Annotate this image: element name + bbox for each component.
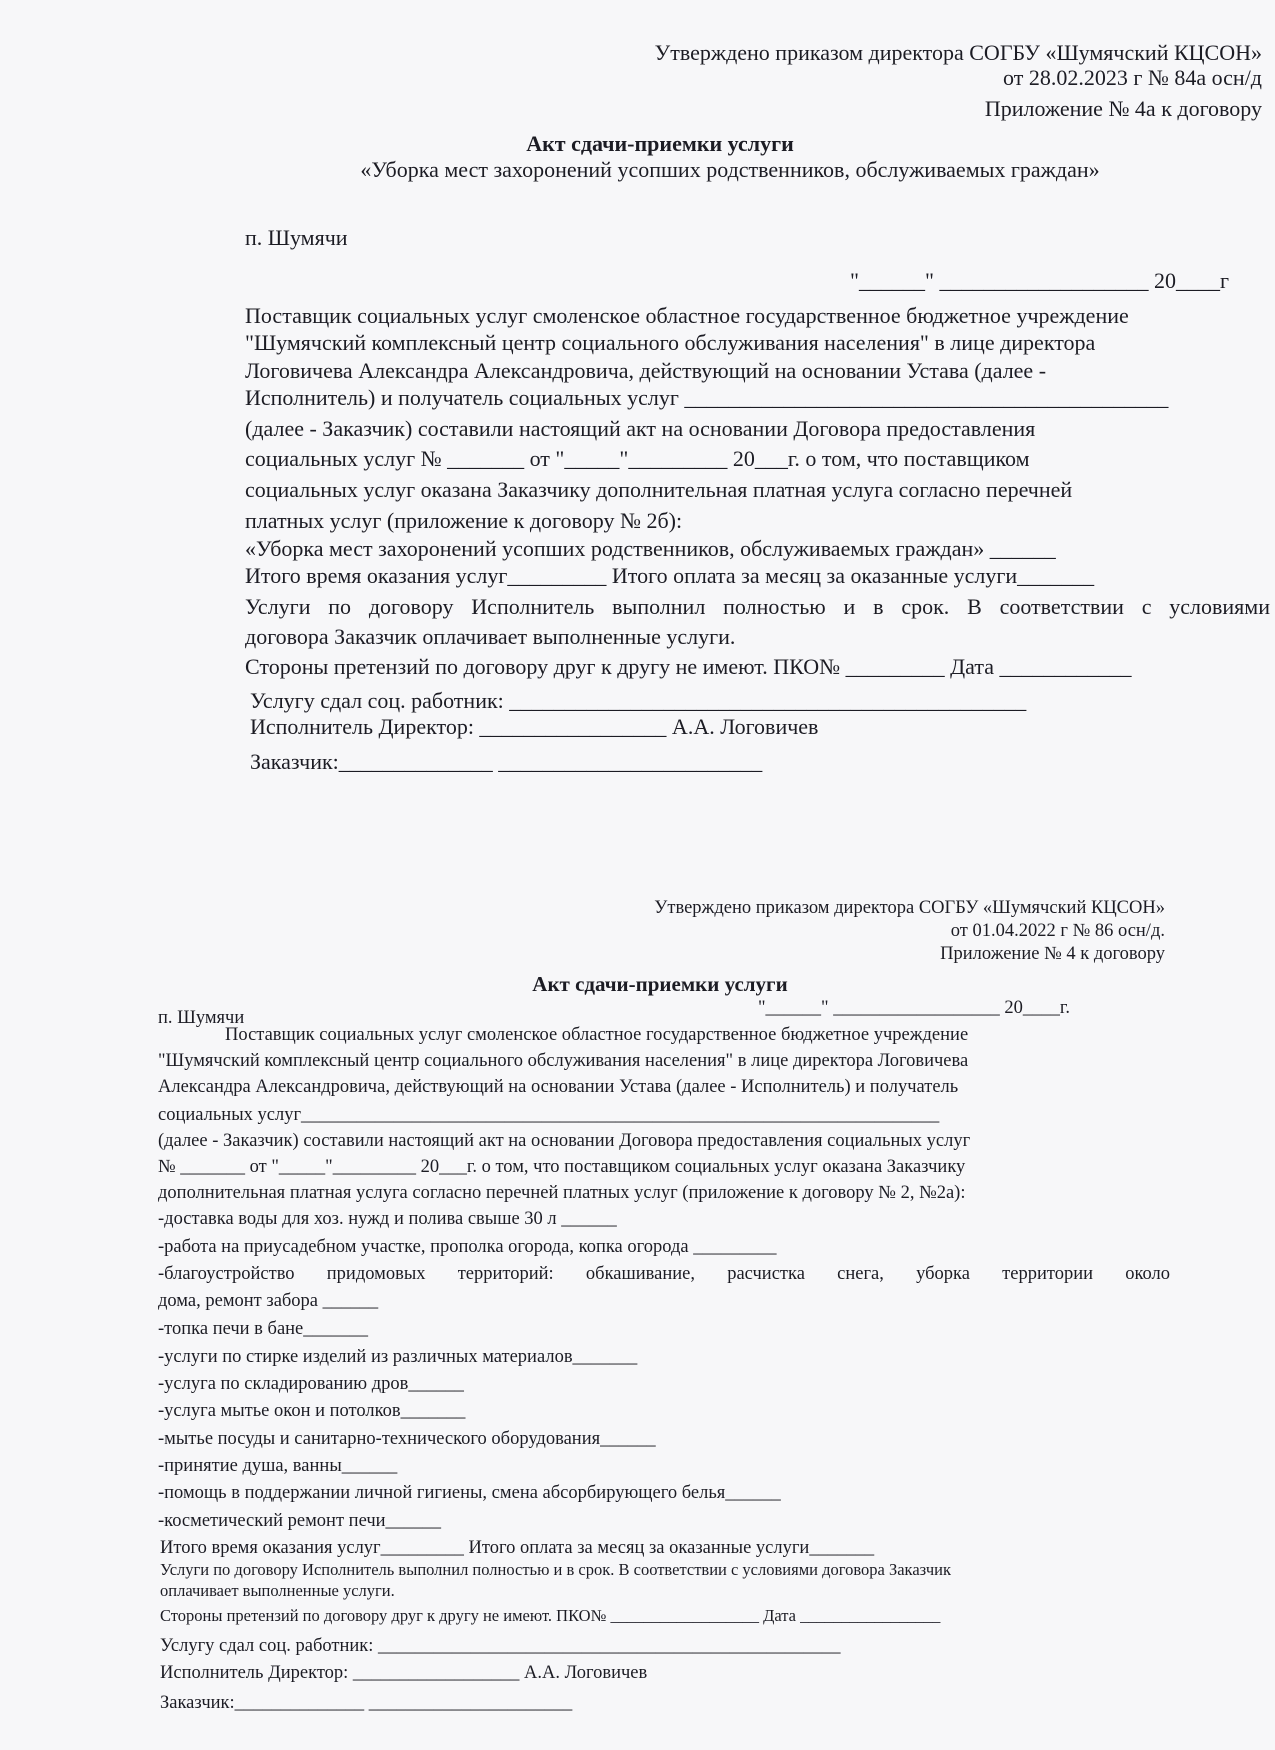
act1-claims-line: Стороны претензий по договору друг к другу не имеют. ПКО№ _________ Дата ____________ <box>245 654 1132 679</box>
approval-line-1: Утверждено приказом директора СОГБУ «Шумячский КЦСОН» <box>654 40 1262 65</box>
act2-body-line: Александра Александровича, действующий на основании Устава (далее - Исполнитель) и получатель <box>158 1077 959 1097</box>
act2-service-item: -косметический ремонт печи______ <box>158 1511 442 1531</box>
approval-line-3: Приложение № 4а к договору <box>984 96 1262 121</box>
act2-service-item: -благоустройство придомовых территорий: обкашивание, расчистка снега, уборка территории около <box>158 1264 1170 1284</box>
act1-body-line: платных услуг (приложение к договору № 2б): <box>245 508 683 533</box>
act2-service-item: -топка печи в бане_______ <box>158 1319 369 1339</box>
act2-service-item: -мытье посуды и санитарно-технического оборудования______ <box>158 1429 656 1449</box>
act2-place: п. Шумячи <box>158 1008 245 1028</box>
act1-service-line: «Уборка мест захоронений усопших родственников, обслуживаемых граждан» ______ <box>245 536 1056 561</box>
act2-handover-line: Услугу сдал соц. работник: __________________________________________________ <box>160 1636 841 1656</box>
act2-service-item: -помощь в поддержании личной гигиены, смена абсорбирующего белья______ <box>158 1483 781 1503</box>
act1-subtitle: «Уборка мест захоронений усопших родственников, обслуживаемых граждан» <box>360 157 1100 182</box>
act2-service-item: дома, ремонт забора ______ <box>158 1291 379 1311</box>
act2-service-item: -принятие душа, ванны______ <box>158 1456 398 1476</box>
act2-service-item: -работа на приусадебном участке, прополка огорода, копка огорода _________ <box>158 1237 777 1257</box>
approval-line-1: Утверждено приказом директора СОГБУ «Шумячский КЦСОН» <box>654 898 1165 918</box>
act2-service-item: -услуги по стирке изделий из различных материалов_______ <box>158 1347 638 1367</box>
act1-body-line: социальных услуг № _______ от "_____"_________ 20___г. о том, что поставщиком <box>245 446 1030 471</box>
act1-body-line: Логовичева Александра Александровича, действующий на основании Устава (далее - <box>245 358 1047 383</box>
act1-total-line: Итого время оказания услуг_________ Итого оплата за месяц за оказанные услуги_______ <box>245 563 1095 588</box>
act1-body-line: Услуги по договору Исполнитель выполнил полностью и в срок. В соответствии с условиями <box>245 594 1270 619</box>
act2-body-line: Поставщик социальных услуг смоленское областное государственное бюджетное учреждение <box>225 1025 969 1045</box>
act2-body-line: Услуги по договору Исполнитель выполнил полностью и в срок. В соответствии с условиями договора Заказчик <box>160 1560 951 1579</box>
act2-title: Акт сдачи-приемки услуги <box>532 972 788 996</box>
act2-executor-line: Исполнитель Директор: __________________ А.А. Логовичев <box>160 1663 648 1683</box>
act2-body-line: дополнительная платная услуга согласно перечней платных услуг (приложение к договору № 2, №2а): <box>158 1183 966 1203</box>
approval-line-2: от 28.02.2023 г № 84а осн/д <box>1003 65 1262 90</box>
act2-body-line: оплачивает выполненные услуги. <box>160 1581 395 1600</box>
act2-total-line: Итого время оказания услуг_________ Итого оплата за месяц за оказанные услуги_______ <box>160 1538 875 1558</box>
act1-body-line: Поставщик социальных услуг смоленское областное государственное бюджетное учреждение <box>245 303 1129 328</box>
act1-customer-line: Заказчик:______________ ________________________ <box>250 749 763 774</box>
act1-body-line: социальных услуг оказана Заказчику дополнительная платная услуга согласно перечней <box>245 477 1073 502</box>
approval-line-2: от 01.04.2022 г № 86 осн/д. <box>950 921 1165 941</box>
act2-body-line: (далее - Заказчик) составили настоящий акт на основании Договора предоставления социальных услуг <box>158 1131 971 1151</box>
approval-line-3: Приложение № 4 к договору <box>940 944 1165 964</box>
act2-service-item: -доставка воды для хоз. нужд и полива свыше 30 л ______ <box>158 1209 617 1229</box>
act1-date-field: "______" ___________________ 20____г <box>850 268 1229 293</box>
act2-customer-line: Заказчик:______________ ______________________ <box>160 1693 573 1713</box>
act1-body-line: Исполнитель) и получатель социальных услуг ____________________________________________ <box>245 385 1169 410</box>
act1-handover-line: Услугу сдал соц. работник: _______________________________________________ <box>250 688 1027 713</box>
act1-place: п. Шумячи <box>245 225 348 250</box>
act1-body-line: (далее - Заказчик) составили настоящий акт на основании Договора предоставления <box>245 416 1036 441</box>
act1-title: Акт сдачи-приемки услуги <box>526 131 794 156</box>
act1-body-line: договора Заказчик оплачивает выполненные услуги. <box>245 624 736 649</box>
act1-executor-line: Исполнитель Директор: _________________ А.А. Логовичев <box>250 714 819 739</box>
act2-claims-line: Стороны претензий по договору друг к другу не имеют. ПКО№ __________________ Дата _________________ <box>160 1606 941 1625</box>
act2-service-item: -услуга мытье окон и потолков_______ <box>158 1401 466 1421</box>
act2-body-line: социальных услуг_____________________________________________________________________ <box>158 1105 940 1125</box>
act2-body-line: "Шумячский комплексный центр социального обслуживания населения" в лице директора Логовичева <box>158 1051 969 1071</box>
act2-date-field: "______" __________________ 20____г. <box>758 998 1070 1018</box>
act2-service-item: -услуга по складированию дров______ <box>158 1374 464 1394</box>
act1-body-line: "Шумячский комплексный центр социального обслуживания населения" в лице директора <box>245 330 1096 355</box>
act2-body-line: № _______ от "_____"_________ 20___г. о том, что поставщиком социальных услуг оказана Заказчику <box>158 1157 966 1177</box>
